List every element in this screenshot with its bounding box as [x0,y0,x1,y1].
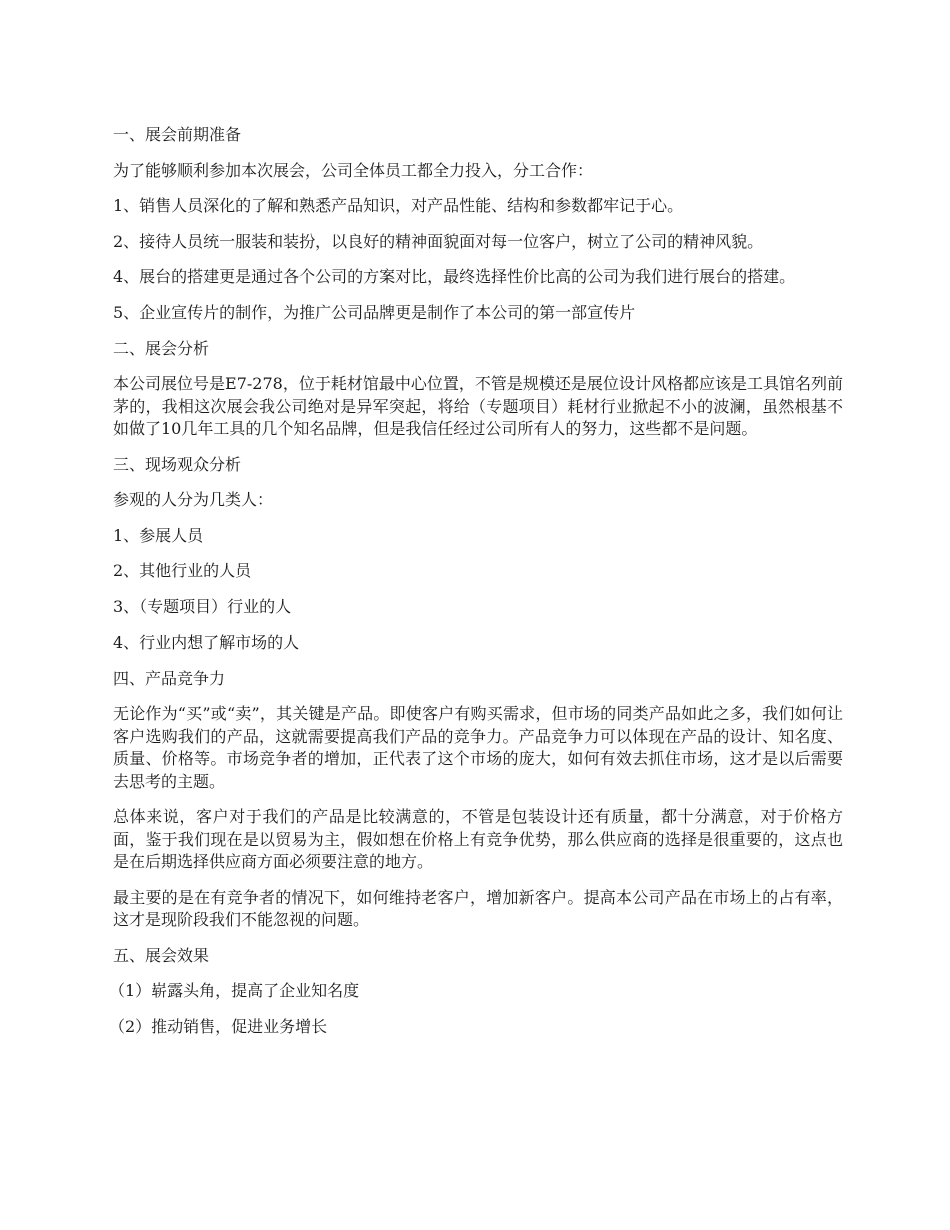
list-item: 2、接待人员统一服装和装扮，以良好的精神面貌面对每一位客户，树立了公司的精神风貌。 [113,231,764,251]
section-heading-audience: 三、现场观众分析 [113,454,242,474]
document-page [109,124,843,1051]
section-heading-competitiveness: 四、产品竞争力 [113,668,226,688]
list-item: 2、其他行业的人员 [113,561,252,581]
paragraph-booth: 本公司展位号是E7-278，位于耗材馆最中心位置，不管是规模还是展位设计风格都应该是工具馆名列前茅的，我相这次展会我公司绝对是异军突起，将给（专题项目）耗材行业掀起不小的波澜，虽然根基不如做了10几年工具的几个知名品牌，但是我信任经过公司所有人的努力，这些都不是问题。 [113,374,843,439]
paragraph-audience-intro: 参观的人分为几类人： [113,490,274,510]
section-heading-analysis: 二、展会分析 [113,338,210,358]
list-item: 1、参展人员 [113,525,204,545]
list-item: 4、展台的搭建更是通过各个公司的方案对比，最终选择性价比高的公司为我们进行展台的搭建。 [113,267,796,287]
list-item: （1）崭露头角，提高了企业知名度 [109,981,360,1001]
list-item: 4、行业内想了解市场的人 [113,632,300,652]
section-heading-effect: 五、展会效果 [113,945,210,965]
paragraph-competitiveness: 无论作为“买”或“卖”，其关键是产品。即使客户有购买需求，但市场的同类产品如此之多，我们如何让客户选购我们的产品，这就需要提高我们产品的竞争力。产品竞争力可以体现在产品的设计、知名度、质量、价格等。市场竞争者的增加，正代表了这个市场的庞大，如何有效去抓住市场，这才是以后需要去思考的主题。 [113,704,843,791]
list-item: 5、企业宣传片的制作，为推广公司品牌更是制作了本公司的第一部宣传片 [113,302,636,322]
paragraph-retention: 最主要的是在有竞争者的情况下，如何维持老客户，增加新客户。提高本公司产品在市场上的占有率，这才是现阶段我们不能忽视的问题。 [113,887,843,930]
paragraph-satisfaction: 总体来说，客户对于我们的产品是比较满意的，不管是包装设计还有质量，都十分满意，对于价格方面，鉴于我们现在是以贸易为主，假如想在价格上有竞争优势，那么供应商的选择是很重要的，这点也是在后期选择供应商方面必须要注意的地方。 [113,807,843,872]
list-item: （2）推动销售，促进业务增长 [109,1016,328,1036]
paragraph-intro: 为了能够顺利参加本次展会，公司全体员工都全力投入，分工合作： [113,160,594,180]
list-item: 3、（专题项目）行业的人 [113,597,292,617]
section-heading-preparation: 一、展会前期准备 [113,125,242,144]
list-item: 1、销售人员深化的了解和熟悉产品知识，对产品性能、结构和参数都牢记于心。 [113,196,684,215]
